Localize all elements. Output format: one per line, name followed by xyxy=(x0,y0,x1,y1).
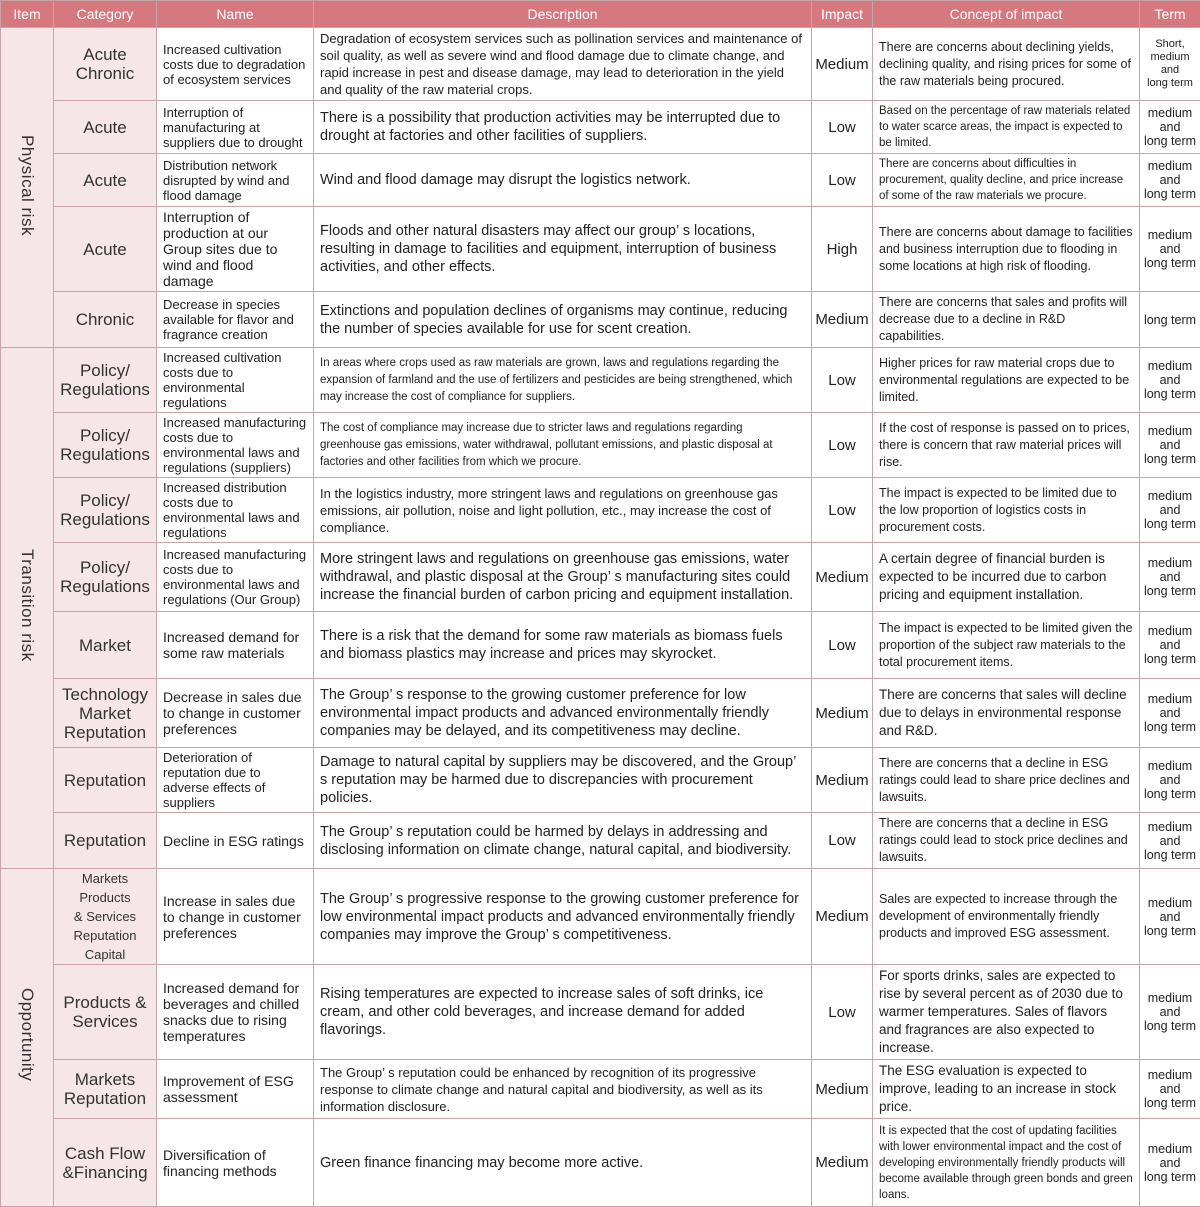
name-cell: Distribution network disrupted by wind and flood damage xyxy=(157,154,314,207)
concept-cell: There are concerns that a decline in ESG ratings could lead to share price declines and lawsuits. xyxy=(873,748,1140,813)
description-cell: In the logistics industry, more stringent laws and regulations on greenhouse gas emissions, air pollution, noise and light pollution, etc., may increase the cost of compliance. xyxy=(314,478,812,543)
category-cell: Policy/ Regulations xyxy=(54,478,157,543)
category-cell: Market xyxy=(54,612,157,679)
category-cell: Policy/ Regulations xyxy=(54,348,157,413)
description-cell: Extinctions and population declines of organisms may continue, reducing the number of species available for use for scent creation. xyxy=(314,292,812,348)
category-cell: Acute xyxy=(54,207,157,292)
description-cell: Degradation of ecosystem services such as pollination services and maintenance of soil quality, as well as severe wind and flood damage due to climate change, and rapid increase in pest and disease damage, may lead to deterioration in the yield and quality of the raw material crops. xyxy=(314,28,812,101)
concept-cell: There are concerns about damage to facilities and business interruption due to flooding in some locations at high risk of flooding. xyxy=(873,207,1140,292)
category-cell: Reputation xyxy=(54,748,157,813)
group-label: Physical risk xyxy=(17,135,37,236)
name-cell: Interruption of production at our Group sites due to wind and flood damage xyxy=(157,207,314,292)
table-row xyxy=(1,207,1200,292)
table-row xyxy=(1,748,1200,813)
concept-cell: Based on the percentage of raw materials related to water scarce areas, the impact is expected to be limited. xyxy=(873,101,1140,154)
description-cell: More stringent laws and regulations on greenhouse gas emissions, water withdrawal, and plastic disposal at the Group’ s manufacturing sites could increase the financial burden of carbon pricing and equipment installation. xyxy=(314,543,812,612)
category-cell: Markets Products & Services Reputation Capital xyxy=(54,869,157,965)
name-cell: Increased distribution costs due to environmental laws and regulations xyxy=(157,478,314,543)
table-row xyxy=(1,101,1200,154)
name-cell: Deterioration of reputation due to adverse effects of suppliers xyxy=(157,748,314,813)
category-cell: Acute xyxy=(54,101,157,154)
name-cell: Decline in ESG ratings xyxy=(157,813,314,869)
group-physical-risk xyxy=(1,28,54,348)
impact-cell: Medium xyxy=(812,679,873,748)
impact-cell: Low xyxy=(812,813,873,869)
table-row xyxy=(1,813,1200,869)
term-cell: medium and long term xyxy=(1140,413,1200,478)
group-label: Transition risk xyxy=(17,549,37,662)
description-cell: Wind and flood damage may disrupt the logistics network. xyxy=(314,154,812,207)
name-cell: Diversification of financing methods xyxy=(157,1119,314,1207)
column-header-item: Item xyxy=(1,1,54,28)
description-cell: The cost of compliance may increase due to stricter laws and regulations regarding greenhouse gas emissions, water withdrawal, pollutant emissions, and plastic disposal at factories and other facilities from which we procure. xyxy=(314,413,812,478)
name-cell: Increase in sales due to change in customer preferences xyxy=(157,869,314,965)
impact-cell: Low xyxy=(812,612,873,679)
term-cell: medium and long term xyxy=(1140,1060,1200,1119)
table-row xyxy=(1,1060,1200,1119)
impact-cell: Low xyxy=(812,965,873,1060)
description-cell: There is a possibility that production activities may be interrupted due to drought at factories and other facilities of suppliers. xyxy=(314,101,812,154)
column-header-term: Term xyxy=(1140,1,1200,28)
category-cell: Acute xyxy=(54,154,157,207)
table-row xyxy=(1,965,1200,1060)
table-row xyxy=(1,348,1200,413)
concept-cell: The ESG evaluation is expected to improve, leading to an increase in stock price. xyxy=(873,1060,1140,1119)
concept-cell: There are concerns about difficulties in procurement, quality decline, and price increase of some of the raw materials we procure. xyxy=(873,154,1140,207)
category-cell: Products & Services xyxy=(54,965,157,1060)
name-cell: Increased cultivation costs due to degradation of ecosystem services xyxy=(157,28,314,101)
name-cell: Improvement of ESG assessment xyxy=(157,1060,314,1119)
impact-cell: Low xyxy=(812,101,873,154)
group-label: Opportunity xyxy=(17,988,37,1081)
name-cell: Increased manufacturing costs due to environmental laws and regulations (Our Group) xyxy=(157,543,314,612)
concept-cell: The impact is expected to be limited given the proportion of the subject raw materials to the total procurement items. xyxy=(873,612,1140,679)
description-cell: Rising temperatures are expected to increase sales of soft drinks, ice cream, and other cold beverages, and increase demand for added flavorings. xyxy=(314,965,812,1060)
term-cell: medium and long term xyxy=(1140,207,1200,292)
category-cell: Policy/ Regulations xyxy=(54,543,157,612)
concept-cell: The impact is expected to be limited due to the low proportion of logistics costs in procurement costs. xyxy=(873,478,1140,543)
impact-cell: Medium xyxy=(812,28,873,101)
column-header-description: Description xyxy=(314,1,812,28)
impact-cell: Low xyxy=(812,413,873,478)
category-cell: Markets Reputation xyxy=(54,1060,157,1119)
concept-cell: Sales are expected to increase through the development of environmentally friendly products and improved ESG assessment. xyxy=(873,869,1140,965)
category-cell: Reputation xyxy=(54,813,157,869)
term-cell: medium and long term xyxy=(1140,813,1200,869)
term-cell: medium and long term xyxy=(1140,543,1200,612)
impact-cell: Medium xyxy=(812,869,873,965)
description-cell: The Group’ s reputation could be harmed by delays in addressing and disclosing information on climate change, natural capital, and biodiversity. xyxy=(314,813,812,869)
table-row xyxy=(1,869,1200,965)
name-cell: Increased demand for beverages and chilled snacks due to rising temperatures xyxy=(157,965,314,1060)
concept-cell: There are concerns about declining yields, declining quality, and rising prices for some of the raw materials being procured. xyxy=(873,28,1140,101)
term-cell: Short, medium and long term xyxy=(1140,28,1200,101)
table-row xyxy=(1,292,1200,348)
term-cell: medium and long term xyxy=(1140,1119,1200,1207)
table-row xyxy=(1,28,1200,101)
header-row xyxy=(1,1,1200,28)
description-cell: The Group’ s reputation could be enhanced by recognition of its progressive response to climate change and natural capital and biodiversity, as well as its information disclosure. xyxy=(314,1060,812,1119)
table-row xyxy=(1,679,1200,748)
term-cell: medium and long term xyxy=(1140,348,1200,413)
name-cell: Decrease in sales due to change in customer preferences xyxy=(157,679,314,748)
name-cell: Decrease in species available for flavor and fragrance creation xyxy=(157,292,314,348)
term-cell: medium and long term xyxy=(1140,965,1200,1060)
impact-cell: Low xyxy=(812,348,873,413)
impact-cell: High xyxy=(812,207,873,292)
table-row xyxy=(1,612,1200,679)
group-transition-risk xyxy=(1,348,54,869)
description-cell: There is a risk that the demand for some raw materials as biomass fuels and biomass plastics may increase and prices may skyrocket. xyxy=(314,612,812,679)
term-cell: medium and long term xyxy=(1140,154,1200,207)
column-header-category: Category xyxy=(54,1,157,28)
table-row xyxy=(1,543,1200,612)
group-opportunity xyxy=(1,869,54,1207)
name-cell: Interruption of manufacturing at suppliers due to drought xyxy=(157,101,314,154)
description-cell: The Group’ s progressive response to the growing customer preference for low environmental impact products and advanced environmentally friendly companies may improve the Group’ s competitiveness. xyxy=(314,869,812,965)
concept-cell: A certain degree of financial burden is expected to be incurred due to carbon pricing and equipment installation. xyxy=(873,543,1140,612)
term-cell: medium and long term xyxy=(1140,478,1200,543)
table-row xyxy=(1,1119,1200,1207)
term-cell: medium and long term xyxy=(1140,612,1200,679)
concept-cell: There are concerns that sales will decline due to delays in environmental response and R&D. xyxy=(873,679,1140,748)
concept-cell: There are concerns that sales and profits will decrease due to a decline in R&D capabilities. xyxy=(873,292,1140,348)
description-cell: Floods and other natural disasters may affect our group’ s locations, resulting in damage to facilities and equipment, interruption of business activities, and other effects. xyxy=(314,207,812,292)
impact-cell: Low xyxy=(812,478,873,543)
impact-cell: Medium xyxy=(812,748,873,813)
category-cell: Technology Market Reputation xyxy=(54,679,157,748)
impact-cell: Medium xyxy=(812,292,873,348)
impact-cell: Low xyxy=(812,154,873,207)
impact-cell: Medium xyxy=(812,543,873,612)
name-cell: Increased cultivation costs due to environmental regulations xyxy=(157,348,314,413)
name-cell: Increased manufacturing costs due to environmental laws and regulations (suppliers) xyxy=(157,413,314,478)
term-cell: long term xyxy=(1140,292,1200,348)
table-row xyxy=(1,478,1200,543)
table-row xyxy=(1,413,1200,478)
description-cell: Damage to natural capital by suppliers may be discovered, and the Group’ s reputation may be harmed due to discrepancies with procurement policies. xyxy=(314,748,812,813)
concept-cell: Higher prices for raw material crops due to environmental regulations are expected to be limited. xyxy=(873,348,1140,413)
column-header-name: Name xyxy=(157,1,314,28)
term-cell: medium and long term xyxy=(1140,101,1200,154)
description-cell: The Group’ s response to the growing customer preference for low environmental impact products and advanced environmentally friendly companies may be delayed, and its competitiveness may decline. xyxy=(314,679,812,748)
impact-cell: Medium xyxy=(812,1060,873,1119)
concept-cell: There are concerns that a decline in ESG ratings could lead to stock price declines and lawsuits. xyxy=(873,813,1140,869)
table-row xyxy=(1,154,1200,207)
column-header-impact: Impact xyxy=(812,1,873,28)
term-cell: medium and long term xyxy=(1140,679,1200,748)
category-cell: Acute Chronic xyxy=(54,28,157,101)
category-cell: Chronic xyxy=(54,292,157,348)
concept-cell: It is expected that the cost of updating facilities with lower environmental impact and the cost of developing environmentally friendly products will become available through green bonds and green loans. xyxy=(873,1119,1140,1207)
description-cell: In areas where crops used as raw materials are grown, laws and regulations regarding the expansion of farmland and the use of fertilizers and pesticides are being strengthened, which may increase the cost of compliance for suppliers. xyxy=(314,348,812,413)
impact-cell: Medium xyxy=(812,1119,873,1207)
term-cell: medium and long term xyxy=(1140,748,1200,813)
description-cell: Green finance financing may become more active. xyxy=(314,1119,812,1207)
category-cell: Cash Flow &Financing xyxy=(54,1119,157,1207)
category-cell: Policy/ Regulations xyxy=(54,413,157,478)
term-cell: medium and long term xyxy=(1140,869,1200,965)
column-header-concept: Concept of impact xyxy=(873,1,1140,28)
concept-cell: For sports drinks, sales are expected to rise by several percent as of 2030 due to warmer temperatures. Sales of flavors and fragrances are also expected to increase. xyxy=(873,965,1140,1060)
name-cell: Increased demand for some raw materials xyxy=(157,612,314,679)
concept-cell: If the cost of response is passed on to prices, there is concern that raw material prices will rise. xyxy=(873,413,1140,478)
